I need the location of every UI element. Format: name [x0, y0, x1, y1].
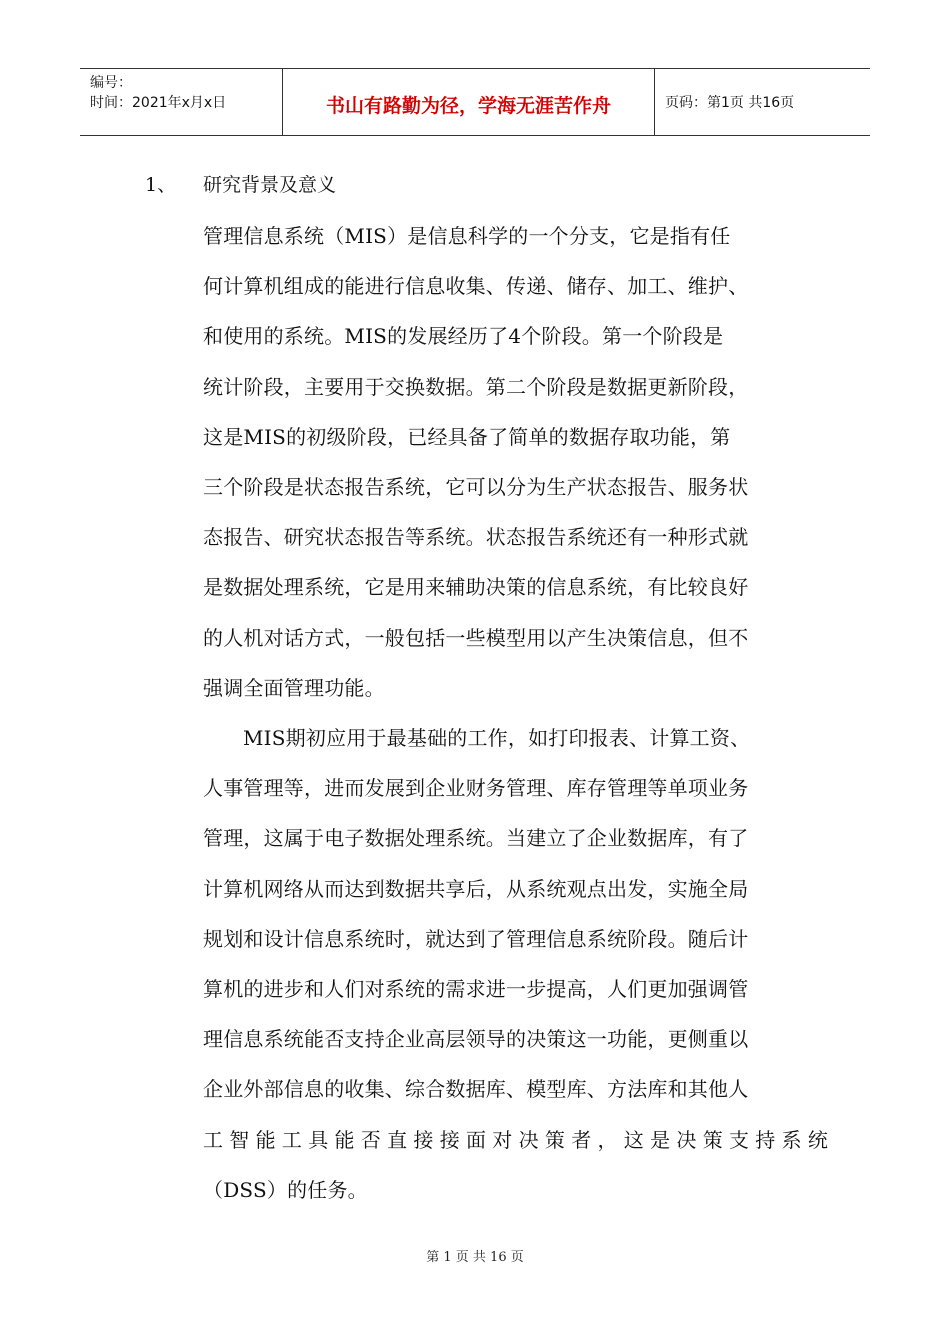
paragraph-line: 规划和设计信息系统时，就达到了管理信息系统阶段。随后计 — [203, 926, 749, 951]
document-date-label: 时间：2021年x月x日 — [90, 95, 227, 111]
footer-page-number: 第 1 页 共 16 页 — [426, 1250, 524, 1265]
paragraph-2 — [203, 713, 835, 1215]
paragraph-line: 人事管理等，进而发展到企业财务管理、库存管理等单项业务 — [203, 776, 749, 801]
paragraph-line: MIS期初应用于最基础的工作，如打印报表、计算工资、 — [243, 726, 751, 751]
paragraph-line: 算机的进步和人们对系统的需求进一步提高，人们更加强调管 — [203, 977, 749, 1002]
header-motto: 书山有路勤为径，学海无涯苦作舟 — [325, 94, 611, 117]
section-title: 研究背景及意义 — [203, 174, 337, 196]
paragraph-line: 和使用的系统。MIS的发展经历了4个阶段。第一个阶段是 — [203, 324, 724, 349]
paragraph-line: 管理，这属于电子数据处理系统。当建立了企业数据库，有了 — [203, 826, 749, 851]
header-page-info: 页码：第1页 共16页 — [665, 95, 795, 111]
paragraph-line: 三个阶段是状态报告系统，它可以分为生产状态报告、服务状 — [203, 475, 749, 500]
paragraph-line: 企业外部信息的收集、综合数据库、模型库、方法库和其他人 — [203, 1077, 749, 1102]
paragraph-1 — [203, 211, 808, 713]
paragraph-line: 何计算机组成的能进行信息收集、传递、储存、加工、维护、 — [203, 274, 749, 299]
paragraph-line: （DSS）的任务。 — [203, 1177, 368, 1202]
paragraph-line: 理信息系统能否支持企业高层领导的决策这一功能，更侧重以 — [203, 1027, 749, 1052]
section-number: 1、 — [145, 174, 177, 196]
document-body — [203, 211, 835, 1215]
paragraph-line: 统计阶段，主要用于交换数据。第二个阶段是数据更新阶段， — [203, 374, 749, 399]
paragraph-line: 强调全面管理功能。 — [203, 675, 385, 700]
paragraph-line: 工智能工具能否直接接面对决策者，这是决策支持系统 — [203, 1127, 835, 1152]
paragraph-line: 计算机网络从而达到数据共享后，从系统观点出发，实施全局 — [203, 876, 749, 901]
paragraph-line: 这是MIS的初级阶段，已经具备了简单的数据存取功能，第 — [203, 424, 731, 449]
section-heading — [145, 172, 336, 198]
header-page-cell — [655, 69, 870, 135]
page-footer — [0, 1246, 950, 1265]
header-motto-cell — [283, 69, 655, 135]
document-number-label: 编号： — [90, 75, 132, 91]
paragraph-line: 管理信息系统（MIS）是信息科学的一个分支，它是指有任 — [203, 224, 731, 248]
page-header — [80, 68, 870, 136]
paragraph-line: 的人机对话方式，一般包括一些模型用以产生决策信息，但不 — [203, 625, 749, 650]
paragraph-line: 态报告、研究状态报告等系统。状态报告系统还有一种形式就 — [203, 525, 749, 550]
paragraph-line: 是数据处理系统，它是用来辅助决策的信息系统，有比较良好 — [203, 575, 749, 600]
header-meta-cell — [80, 69, 283, 135]
